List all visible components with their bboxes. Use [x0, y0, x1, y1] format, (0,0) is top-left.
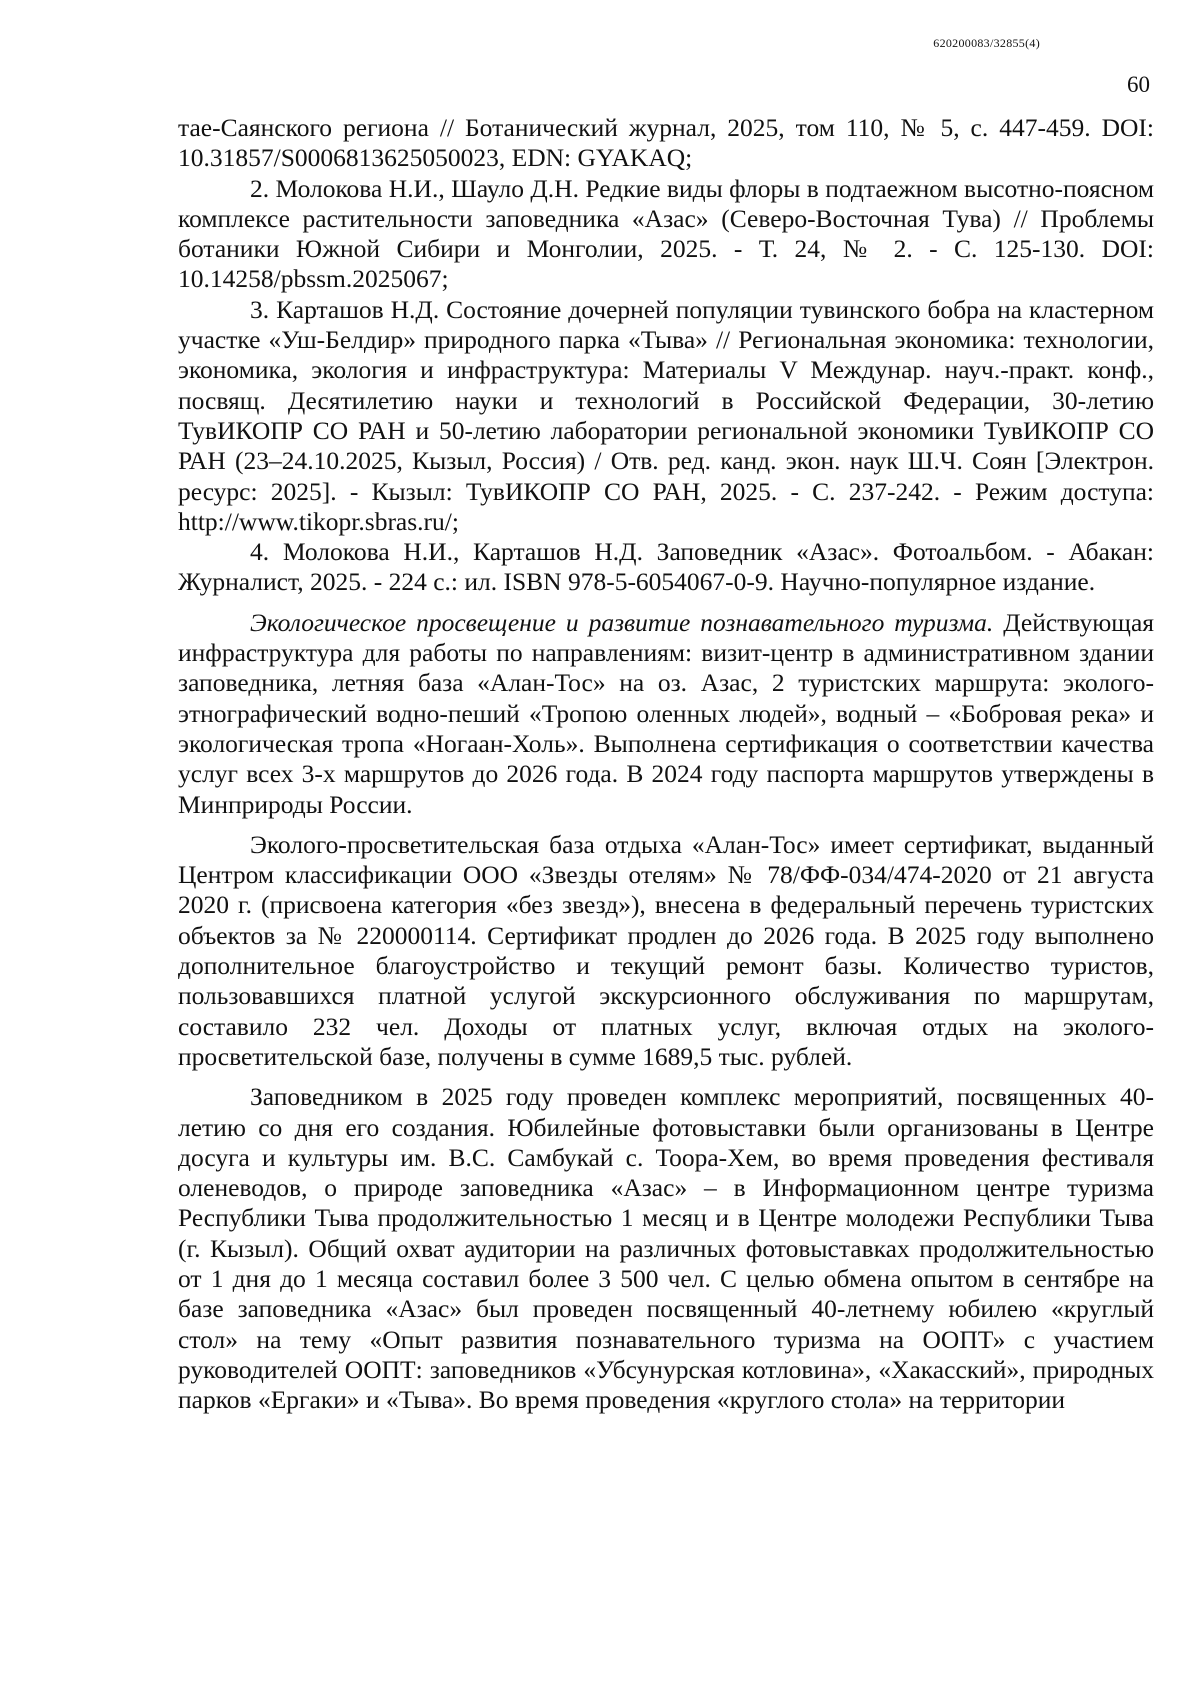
paragraph-eco-education-text: Действующая инфраструктура для работы по направлениям: визит-центр в административном здании заповедника, летняя база «Алан-Тос» на оз. Азас, 2 туристских маршрута: эколого-этнографический водно-пеший «Тропою оленных людей», водный – «Бобровая река» и экологическая тропа «Ногаан-Холь». Выполнена сертификация о соответствии качества услуг всех 3-х маршрутов до 2026 года. В 2024 году паспорта маршрутов утверждены в Минприроды России.: [178, 607, 1154, 819]
reference-continuation: тае-Саянского региона // Ботанический журнал, 2025, том 110, № 5, с. 447-459. DOI: 10.31857/S0006813625050023, EDN: GYAKAQ;: [178, 113, 1154, 173]
page-number: 60: [1127, 72, 1150, 97]
document-id: 620200083/32855(4): [933, 36, 1040, 50]
reference-item-3: 3. Карташов Н.Д. Состояние дочерней популяции тувинского бобра на кластерном участке «Уш-Белдир» природного парка «Тыва» // Региональная экономика: технологии, экономика, экология и инфраструктура: Материалы V Междунар. науч.-практ. конф., посвящ. Десятилетию науки и технологий в Российской Федерации, 30-летию ТувИКОПР СО РАН и 50-летию лаборатории региональной экономики ТувИКОПР СО РАН (23–24.10.2025, Кызыл, Россия) / Отв. ред. канд. экон. наук Ш.Ч. Соян [Электрон. ресурс: 2025]. - Кызыл: ТувИКОПР СО РАН, 2025. - С. 237-242. - Режим доступа: http://www.tikopr.sbras.ru/;: [178, 294, 1154, 536]
paragraph-anniversary-events: Заповедником в 2025 году проведен комплекс мероприятий, посвященных 40-летию со дня его создания. Юбилейные фотовыставки были организованы в Центре досуга и культуры им. В.С. Самбукай с. Тоора-Хем, во время проведения фестиваля оленеводов, о природе заповедника «Азас» – в Информационном центре туризма Республики Тыва продолжительностью 1 месяц и в Центре молодежи Республики Тыва (г. Кызыл). Общий охват аудитории на различных фотовыставках продолжительностью от 1 дня до 1 месяца составил более 3 500 чел. С целью обмена опытом в сентябре на базе заповедника «Азас» был проведен посвященный 40-летнему юбилею «круглый стол» на тему «Опыт развития познавательного туризма на ООПТ» с участием руководителей ООПТ: заповедников «Убсунурская котловина», «Хакасский», природных парков «Ергаки» и «Тыва». Во время проведения «круглого стола» на территории: [178, 1082, 1154, 1415]
document-body: [178, 113, 1154, 1415]
section-lead-heading: Экологическое просвещение и развитие познавательного туризма.: [250, 607, 994, 637]
paragraph-base-certificate: Эколого-просветительская база отдыха «Алан-Тос» имеет сертификат, выданный Центром классификации ООО «Звезды отелям» № 78/ФФ-034/474-2020 от 21 августа 2020 г. (присвоена категория «без звезд»), внесена в федеральный перечень туристских объектов за № 220000114. Сертификат продлен до 2026 года. В 2025 году выполнено дополнительное благоустройство и текущий ремонт базы. Количество туристов, пользовавшихся платной услугой экскурсионного обслуживания по маршрутам, составило 232 чел. Доходы от платных услуг, включая отдых на эколого-просветительской базе, получены в сумме 1689,5 тыс. рублей.: [178, 829, 1154, 1071]
reference-item-2: 2. Молокова Н.И., Шауло Д.Н. Редкие виды флоры в подтаежном высотно-поясном комплексе растительности заповедника «Азас» (Северо-Восточная Тува) // Проблемы ботаники Южной Сибири и Монголии, 2025. - Т. 24, № 2. - С. 125-130. DOI: 10.14258/pbssm.2025067;: [178, 173, 1154, 294]
paragraph-eco-education: [178, 608, 1154, 820]
reference-item-4: 4. Молокова Н.И., Карташов Н.Д. Заповедник «Азас». Фотоальбом. - Абакан: Журналист, 2025. - 224 с.: ил. ISBN 978-5-6054067-0-9. Научно-популярное издание.: [178, 537, 1154, 597]
